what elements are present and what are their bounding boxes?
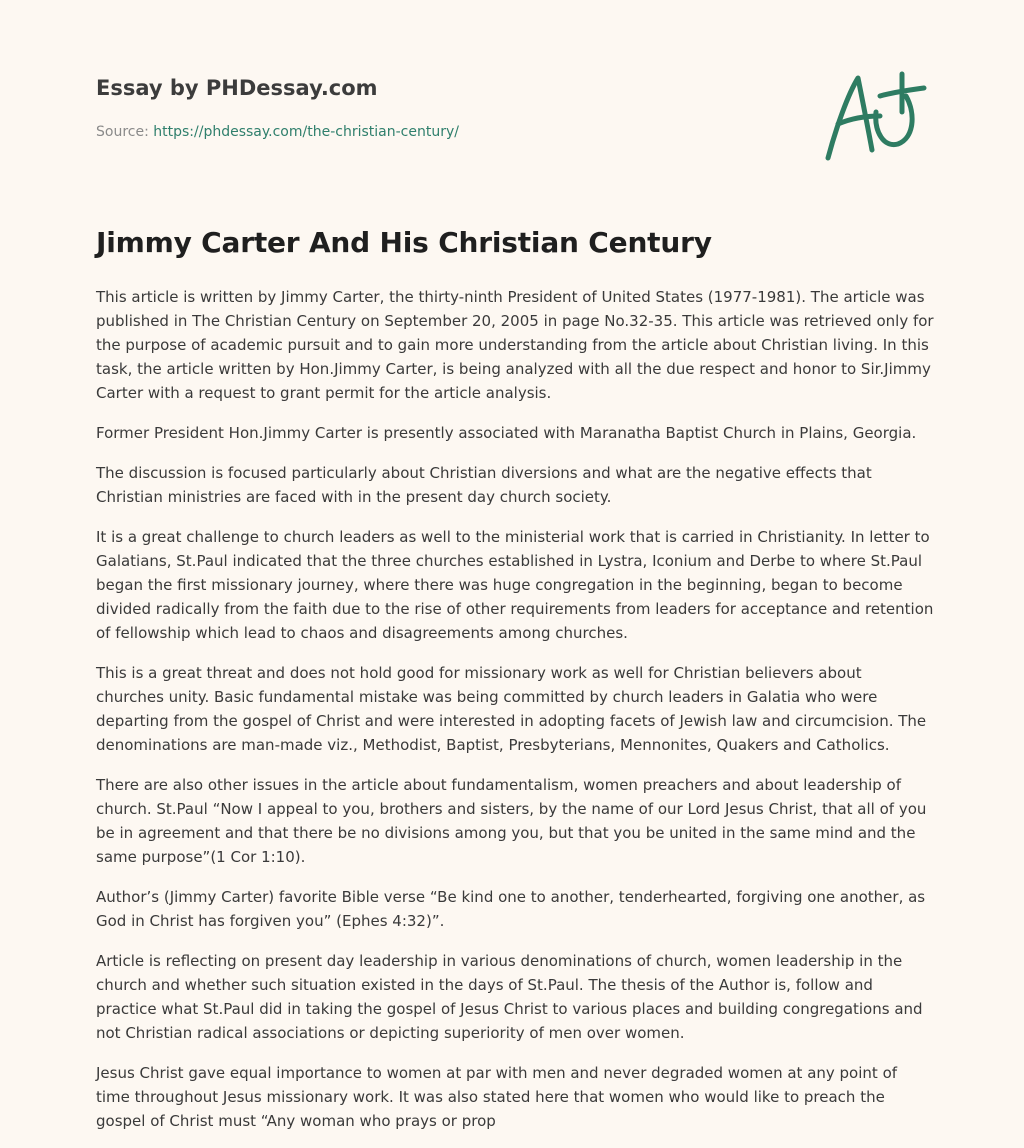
paragraph: There are also other issues in the article about fundamentalism, women preachers and about leadership of church. St.Paul “Now I appeal to you, brothers and sisters, by the name of our Lord Jesus Christ, that all of you be in agreement and that there be no divisions among you, but that you be united in the same mind and the same purpose”(1 Cor 1:10). bbox=[96, 776, 927, 866]
paragraph: This article is written by Jimmy Carter, the thirty-ninth President of United States (1977-1981). The article was published in The Christian Century on September 20, 2005 in page No.32-35. This article was retrieved only for the purpose of academic pursuit and to gain more understanding from the article about Christian living. In this task, the article written by Hon.Jimmy Carter, is being analyzed with all the due respect and honor to Sir.Jimmy Carter with a request to grant permit for the article analysis. bbox=[96, 288, 934, 402]
a-plus-logo bbox=[822, 66, 928, 166]
paragraph: Article is reflecting on present day leadership in various denominations of church, women leadership in the church and whether such situation existed in the days of St.Paul. The thesis of the Author is, follow and practice what St.Paul did in taking the gospel of Jesus Christ to various places and building congregations and not Christian radical associations or depicting superiority of men over women. bbox=[96, 952, 923, 1042]
paragraph: Jesus Christ gave equal importance to women at par with men and never degraded women at any point of time throughout Jesus missionary work. It was also stated here that women who would like to preach the gospel of Christ must “Any woman who prays or prop bbox=[96, 1064, 898, 1130]
article-title: Jimmy Carter And His Christian Century bbox=[96, 226, 712, 259]
paragraph: Author’s (Jimmy Carter) favorite Bible verse “Be kind one to another, tenderhearted, forgiving one another, as God in Christ has forgiven you” (Ephes 4:32)”. bbox=[96, 888, 926, 930]
brand-name: Essay by PHDessay.com bbox=[96, 76, 378, 100]
paragraph: Former President Hon.Jimmy Carter is presently associated with Maranatha Baptist Church in Plains, Georgia. bbox=[96, 424, 917, 442]
paragraph: The discussion is focused particularly about Christian diversions and what are the negative effects that Christian ministries are faced with in the present day church society. bbox=[96, 464, 872, 506]
source-label: Source: bbox=[96, 124, 154, 140]
article-body bbox=[96, 285, 934, 1133]
source-line bbox=[96, 124, 459, 140]
source-link[interactable]: https://phdessay.com/the-christian-century/ bbox=[153, 124, 459, 140]
paragraph: It is a great challenge to church leaders as well to the ministerial work that is carried in Christianity. In letter to Galatians, St.Paul indicated that the three churches established in Lystra, Iconium and Derbe to where St.Paul began the first missionary journey, where there was huge congregation in the beginning, began to become divided radically from the faith due to the rise of other requirements from leaders for acceptance and retention of fellowship which lead to chaos and disagreements among churches. bbox=[96, 528, 934, 642]
paragraph: This is a great threat and does not hold good for missionary work as well for Christian believers about churches unity. Basic fundamental mistake was being committed by church leaders in Galatia who were departing from the gospel of Christ and were interested in adopting facets of Jewish law and circumcision. The denominations are man-made viz., Methodist, Baptist, Presbyterians, Mennonites, Quakers and Catholics. bbox=[96, 664, 927, 754]
